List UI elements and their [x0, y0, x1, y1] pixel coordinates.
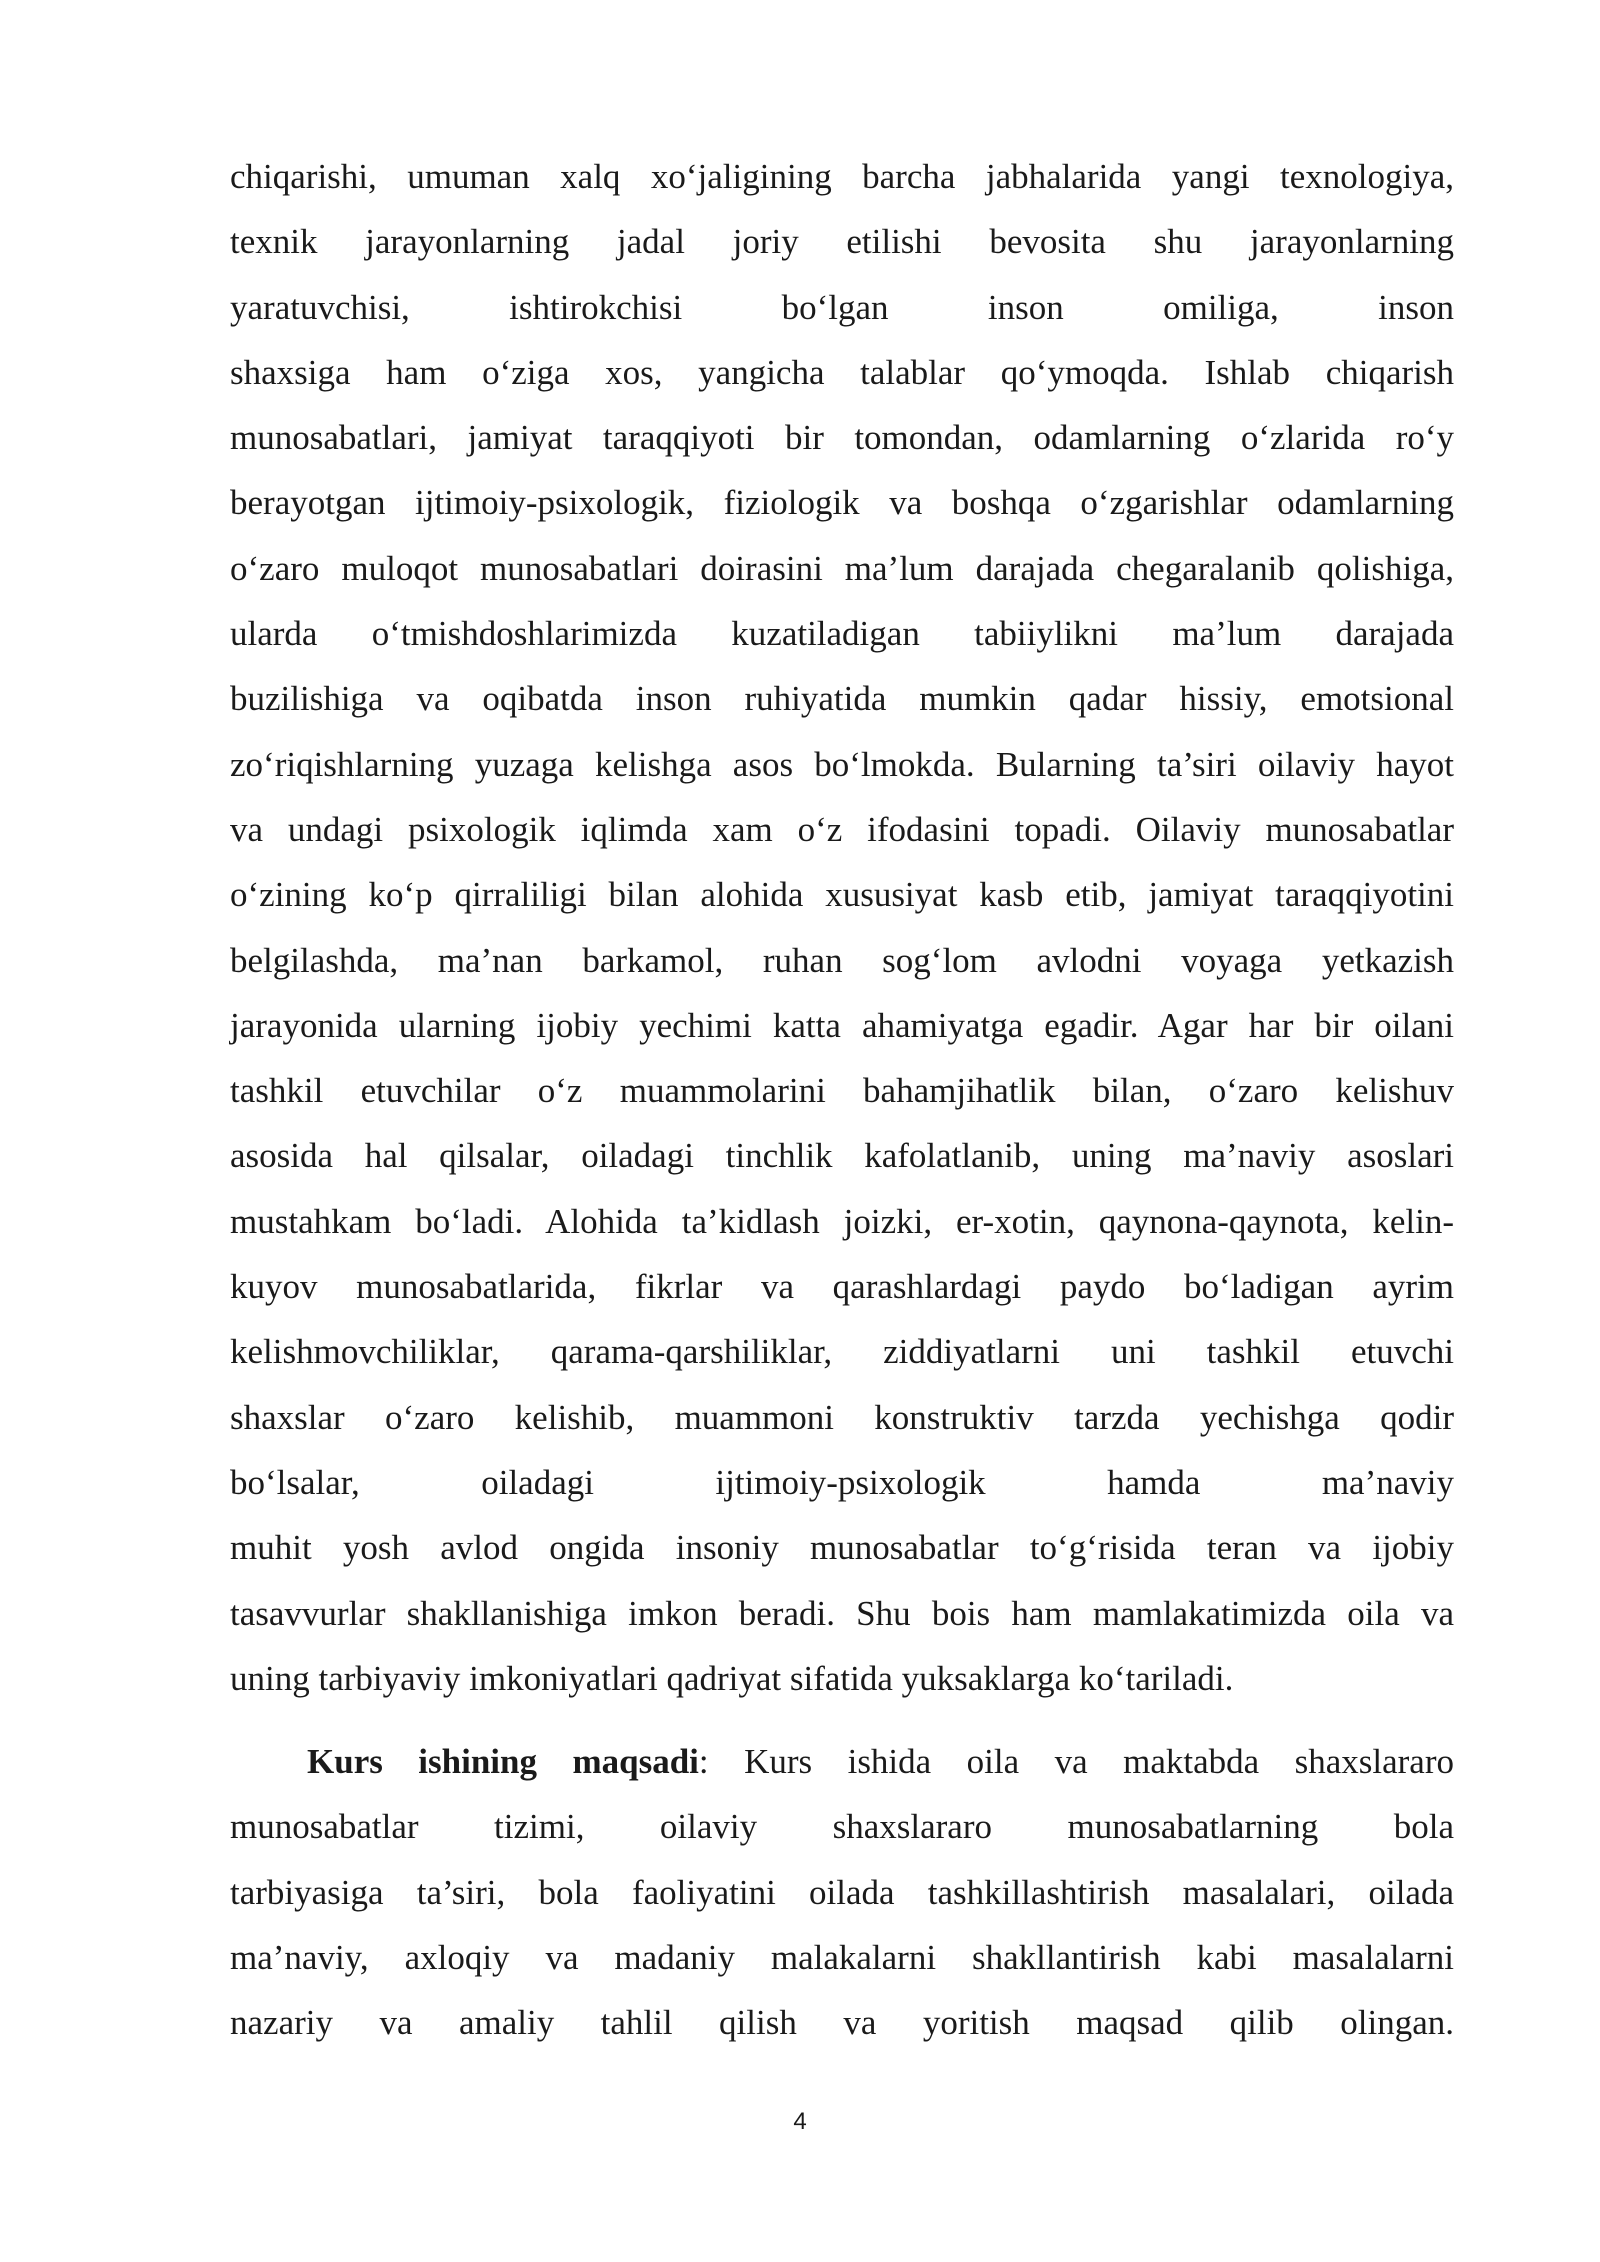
text-line: munosabatlar tizimi, oilaviy shaxslararo munosabatlarning bola [230, 1807, 1454, 1847]
body-paragraph-2 [230, 1729, 1454, 2055]
body-paragraph-1 [230, 144, 1454, 1711]
text-line: shaxsiga ham o‘ziga xos, yangicha talablar qo‘ymoqda. Ishlab chiqarish [230, 352, 1454, 392]
text-line: o‘zaro muloqot munosabatlari doirasini ma’lum darajada chegaralanib qolishiga, [230, 548, 1454, 588]
text-line: kuyov munosabatlarida, fikrlar va qarashlardagi paydo bo‘ladigan ayrim [230, 1267, 1454, 1307]
text-line: tashkil etuvchilar o‘z muammolarini bahamjihatlik bilan, o‘zaro kelishuv [230, 1071, 1454, 1111]
text-line: tasavvurlar shakllanishiga imkon beradi. Shu bois ham mamlakatimizda oila va [230, 1593, 1454, 1633]
text-line: va undagi psixologik iqlimda xam o‘z ifodasini topadi. Oilaviy munosabatlar [230, 809, 1454, 849]
text-line: kelishmovchiliklar, qarama-qarshiliklar, ziddiyatlarni uni tashkil etuvchi [230, 1332, 1454, 1372]
text-line: ularda o‘tmishdoshlarimizda kuzatiladigan tabiiylikni ma’lum darajada [230, 614, 1454, 654]
text-line: buzilishiga va oqibatda inson ruhiyatida mumkin qadar hissiy, emotsional [230, 679, 1454, 719]
text-line: uning tarbiyaviy imkoniyatlari qadriyat sifatida yuksaklarga ko‘tariladi. [230, 1658, 1234, 1698]
text-line: belgilashda, ma’nan barkamol, ruhan sog‘lom avlodni voyaga yetkazish [230, 940, 1454, 980]
text-line: munosabatlari, jamiyat taraqqiyoti bir tomondan, odamlarning o‘zlarida ro‘y [230, 418, 1454, 458]
text-line: chiqarishi, umuman xalq xo‘jaligining barcha jabhalarida yangi texnologiya, [230, 157, 1454, 196]
text-line: bo‘lsalar, oiladagi ijtimoiy-psixologik hamda ma’naviy [230, 1462, 1454, 1502]
text-line: ma’naviy, axloqiy va madaniy malakalarni shakllantirish kabi masalalarni [230, 1937, 1454, 1977]
text-line-rest: : Kurs ishida oila va maktabda shaxslararo [698, 1742, 1454, 1781]
text-line: tarbiyasiga ta’siri, bola faoliyatini oilada tashkillashtirish masalalari, oilada [230, 1872, 1454, 1912]
text-line: o‘zining ko‘p qirraliligi bilan alohida xususiyat kasb etib, jamiyat taraqqiyotini [230, 875, 1454, 915]
text-line [230, 1729, 1454, 1794]
text-line: zo‘riqishlarning yuzaga kelishga asos bo‘lmokda. Bularning ta’siri oilaviy hayot [230, 744, 1454, 784]
text-line: muhit yosh avlod ongida insoniy munosabatlar to‘g‘risida teran va ijobiy [230, 1528, 1454, 1568]
text-line: berayotgan ijtimoiy-psixologik, fiziologik va boshqa o‘zgarishlar odamlarning [230, 483, 1454, 523]
text-line: mustahkam bo‘ladi. Alohida ta’kidlash joizki, er-xotin, qaynona-qaynota, kelin- [230, 1201, 1454, 1241]
page-number: 4 [793, 2108, 807, 2135]
text-line: nazariy va amaliy tahlil qilish va yoritish maqsad qilib olingan. [230, 2003, 1454, 2043]
text-line: asosida hal qilsalar, oiladagi tinchlik kafolatlanib, uning ma’naviy asoslari [230, 1136, 1454, 1176]
text-line: yaratuvchisi, ishtirokchisi bo‘lgan inson omiliga, inson [230, 287, 1454, 327]
section-label: Kurs ishining maqsadi [307, 1742, 699, 1781]
text-line: shaxslar o‘zaro kelishib, muammoni konstruktiv tarzda yechishga qodir [230, 1397, 1454, 1437]
text-line: jarayonida ularning ijobiy yechimi katta ahamiyatga egadir. Agar har bir oilani [230, 1005, 1454, 1045]
text-line: texnik jarayonlarning jadal joriy etilishi bevosita shu jarayonlarning [230, 222, 1454, 262]
